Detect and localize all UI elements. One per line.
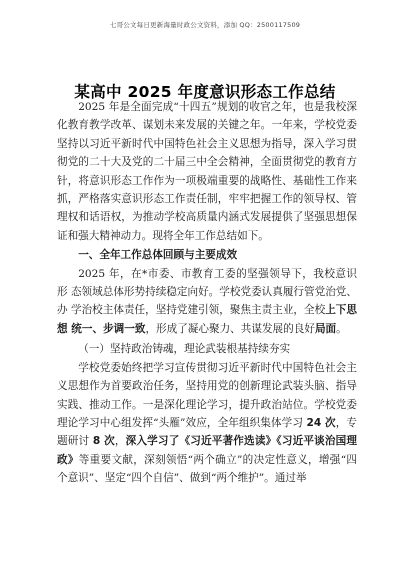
- section-1-bold-b: 局面: [314, 322, 337, 335]
- intro-paragraph: 2025 年是全面完成“十四五”规划的收官之年，也是我校深化教育教学改革、谋划未来发展的关键之年。一年来，学校党委坚持以习近平新时代中国特色社会主义思想为指导，深入学习贯彻党的二十大及党的二十届三中全会精神，全面贯彻党的教育方针，将意识形态工作作为一项极端重要的战略性、基础性工作来抓，严格落实意识形态工作责任制，牢牢把握工作的领导权、管理权和话语权，为推动学校高质量内涵式发展提供了坚强思想保证和强大精神动力。现将全年工作总结如下。: [57, 101, 357, 242]
- section-1-text-a: 2025 年，在*市委、市教育工委的坚强领导下，我校意识形 态领域总体形势持续稳定向好。学校党委认真履行管党治党、办 学治校主体责任，坚持党建引领，聚焦主责主业，全校: [57, 267, 357, 317]
- section-1-bold-a: 上下思想 统一、步调一致: [57, 304, 357, 335]
- sub1-text-a: 学校党委始终把学习宣传贯彻习近平新时代中国特色社会主义思想作为首要政治任务，坚持用党的创新理论武装头脑、指导实践、推动工作。一是深化理论学习，提升政治站位。学校党委理论学习中心组发挥“头雁”效应，全年组织集体学习: [57, 361, 357, 429]
- section-1-text-b: ，形成了凝心聚力、共谋发展的良好: [145, 322, 315, 335]
- sub1-bold-3: 深入学习了《习近平著作选读》《习近平谈治国理政》: [57, 435, 358, 466]
- section-1-paragraph: [57, 265, 357, 339]
- sub1-bold-1: 24 次: [306, 416, 336, 429]
- sub1-text-c: ，: [114, 435, 126, 448]
- section-1-text-c: 。: [336, 322, 347, 335]
- sub1-text-d: 等重要文献，深刻领悟“两个确立”的决定性意义，增强“四个意识”、坚定“四个自信”、做到“两个维护”。通过举: [57, 453, 357, 485]
- subsection-1-paragraph: [57, 359, 357, 488]
- document-title: 某高中 2025 年度意识形态工作总结: [74, 83, 336, 101]
- header-note: 七哥公文每日更新海量时政公文资料，添加 QQ：2500117509: [109, 21, 301, 29]
- sub1-bold-2: 8 次: [92, 435, 115, 448]
- section-heading-1: 一、全年工作总体回顾与主要成效: [78, 249, 238, 262]
- subsection-heading-1: （一）坚持政治铸魂，理论武装根基持续夯实: [78, 343, 291, 356]
- sub1-text-b: ，专题研讨: [57, 416, 358, 448]
- document-body: [57, 98, 357, 488]
